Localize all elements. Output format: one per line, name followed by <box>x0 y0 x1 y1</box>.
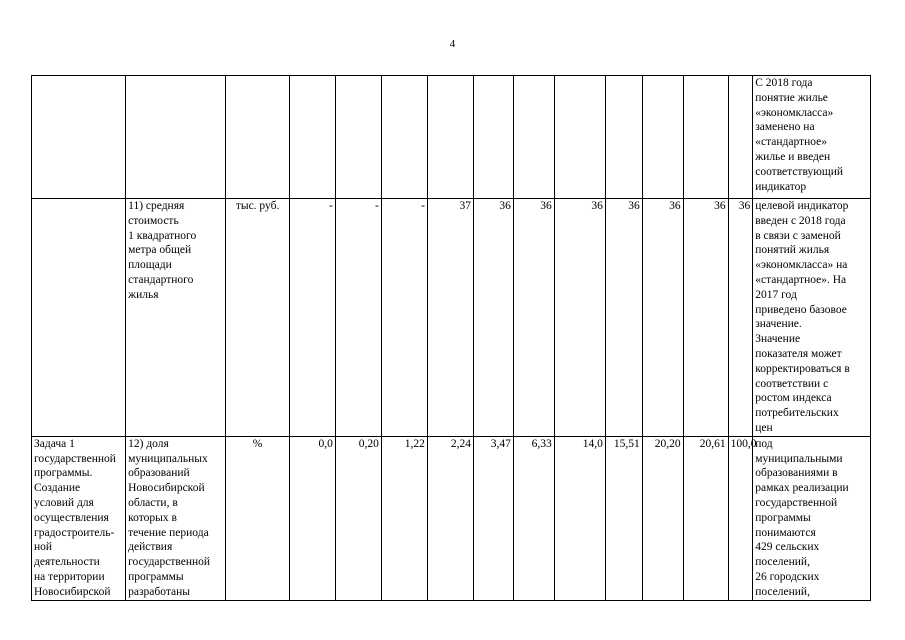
value-cell <box>605 76 642 199</box>
value-cell-text: 36 <box>540 200 552 212</box>
value-cell <box>513 76 554 199</box>
value-cell <box>473 199 513 437</box>
value-cell <box>683 76 728 199</box>
value-cell-text: 1,22 <box>404 437 425 450</box>
value-cell-text: 20,61 <box>699 437 726 450</box>
value-cell-text: 14,0 <box>582 437 603 450</box>
indicator-cell <box>126 76 226 199</box>
indicator-cell <box>126 436 226 600</box>
value-cell <box>605 436 642 600</box>
value-cell-text: 36 <box>669 200 681 212</box>
value-cell-text: 36 <box>591 200 603 212</box>
value-cell <box>473 76 513 199</box>
value-cell-text: - <box>375 200 379 212</box>
task-cell <box>32 199 126 437</box>
value-cell <box>473 436 513 600</box>
task-cell <box>32 436 126 600</box>
note-cell <box>753 76 871 199</box>
value-cell-text: - <box>329 200 333 212</box>
value-cell-text: 15,51 <box>613 437 640 450</box>
value-cell <box>381 199 427 437</box>
value-cell-text: 36 <box>628 200 640 212</box>
value-cell <box>642 76 683 199</box>
page-number: 4 <box>449 38 456 50</box>
value-cell <box>289 436 335 600</box>
unit-cell <box>226 436 289 600</box>
value-cell-text: 0,0 <box>318 437 333 450</box>
value-cell <box>513 436 554 600</box>
task-cell-text: Задача 1 государственной программы. Создание условий для осуществления градостроитель- ной деятельности на территории Новосибирской <box>34 437 116 598</box>
value-cell-text: 6,33 <box>531 437 552 450</box>
value-cell-text: 2,24 <box>450 437 471 450</box>
value-cell <box>605 199 642 437</box>
value-cell <box>683 199 728 437</box>
value-cell-text: 36 <box>499 200 511 212</box>
value-cell <box>683 436 728 600</box>
value-cell <box>289 76 335 199</box>
value-cell-text: 36 <box>714 200 726 212</box>
table-row <box>32 199 871 437</box>
value-cell <box>381 76 427 199</box>
value-cell-text: - <box>421 200 425 212</box>
value-cell <box>728 436 757 600</box>
unit-cell-text: % <box>252 437 263 450</box>
note-cell <box>753 436 871 600</box>
value-cell <box>427 199 473 437</box>
note-cell <box>753 199 871 437</box>
value-cell <box>335 76 381 199</box>
value-cell <box>554 76 605 199</box>
note-cell-text: целевой индикатор введен с 2018 года в связи с заменой понятий жилья «экономкласса» на «стандартное». На 2017 год приведено базовое значение. Значение показателя может корректироваться в соответствии с ростом индекса потребительских цен <box>755 200 850 434</box>
value-cell <box>513 199 554 437</box>
task-cell <box>32 76 126 199</box>
value-cell-text: 36 <box>738 200 751 212</box>
value-cell <box>642 199 683 437</box>
value-cell <box>728 76 753 199</box>
value-cell <box>554 199 605 437</box>
value-cell-text: 0,20 <box>358 437 379 450</box>
unit-cell <box>226 76 289 199</box>
table-row <box>32 76 871 199</box>
value-cell-text: 37 <box>459 200 471 212</box>
indicators-table <box>31 75 871 601</box>
value-cell <box>427 436 473 600</box>
indicator-cell <box>126 199 226 437</box>
value-cell-text: 3,47 <box>490 437 511 450</box>
value-cell-text: 100,0 <box>730 437 757 450</box>
value-cell <box>381 436 427 600</box>
value-cell <box>554 436 605 600</box>
value-cell <box>335 199 381 437</box>
value-cell <box>728 199 753 437</box>
value-cell <box>642 436 683 600</box>
value-cell <box>427 76 473 199</box>
table-row <box>32 436 871 600</box>
note-cell-text: С 2018 года понятие жилье «экономкласса» заменено на «стандартное» жилье и введен соответствующий индикатор <box>755 77 844 193</box>
indicator-cell-text: 12) доля муниципальных образований Новосибирской области, в которых в течение периода действия государственной программы разработаны <box>128 437 211 598</box>
indicator-cell-text: 11) средняя стоимость 1 квадратного метра общей площади стандартного жилья <box>128 200 197 301</box>
value-cell <box>335 436 381 600</box>
value-cell <box>289 199 335 437</box>
unit-cell <box>226 199 289 437</box>
unit-cell-text: тыс. руб. <box>235 200 280 212</box>
note-cell-text: под муниципальными образованиями в рамках реализации государственной программы понимаются 429 сельских поселений, 26 городских поселений, <box>755 437 849 598</box>
table-body <box>32 76 871 601</box>
value-cell-text: 20,20 <box>654 437 681 450</box>
